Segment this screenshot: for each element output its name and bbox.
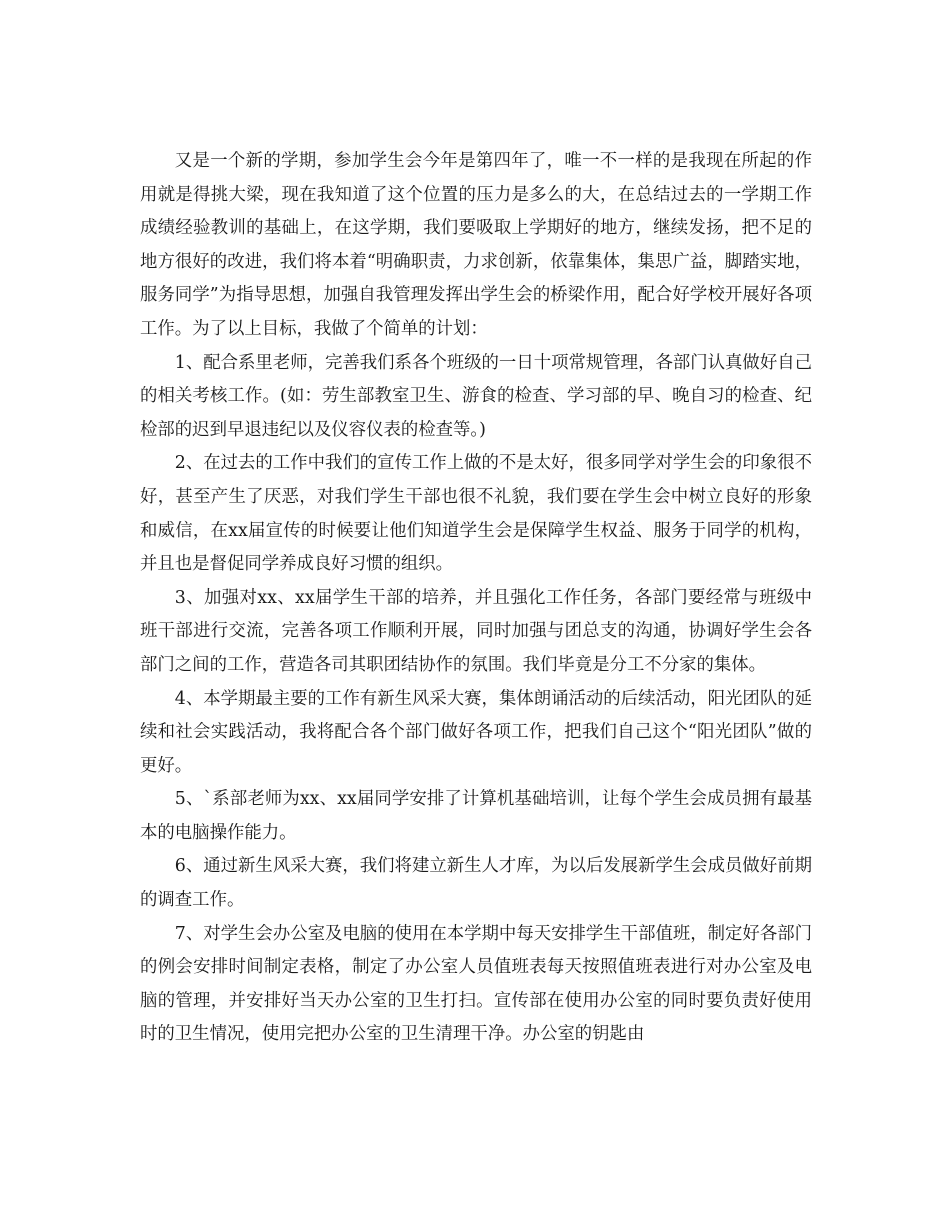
paragraph-item-5: 5、`系部老师为xx、xx届同学安排了计算机基础培训，让每个学生会成员拥有最基本的电脑操作能力。 <box>140 789 812 843</box>
paragraph-item-2: 2、在过去的工作中我们的宣传工作上做的不是太好，很多同学对学生会的印象很不好，甚至产生了厌恶，对我们学生干部也很不礼貌，我们要在学生会中树立良好的形象和威信，在xx届宣传的时候要让他们知道学生会是保障学生权益、服务于同学的机构，并且也是督促同学养成良好习惯的组织。 <box>140 453 812 575</box>
paragraph-item-3: 3、加强对xx、xx届学生干部的培养，并且强化工作任务，各部门要经常与班级中班干部进行交流，完善各项工作顺利开展，同时加强与团总支的沟通，协调好学生会各部门之间的工作，营造各司其职团结协作的氛围。我们毕竟是分工不分家的集体。 <box>140 587 812 675</box>
paragraph-item-7: 7、对学生会办公室及电脑的使用在本学期中每天安排学生干部值班，制定好各部门的例会安排时间制定表格，制定了办公室人员值班表每天按照值班表进行对办公室及电脑的管理，并安排好当天办公室的卫生打扫。宣传部在使用办公室的同时要负责好使用时的卫生情况，使用完把办公室的卫生清理干净。办公室的钥匙由 <box>140 923 812 1045</box>
paragraph-item-6: 6、通过新生风采大赛，我们将建立新生人才库，为以后发展新学生会成员做好前期的调查工作。 <box>140 856 812 911</box>
paragraph-item-1: 1、配合系里老师，完善我们系各个班级的一日十项常规管理，各部门认真做好自己的相关考核工作。(如：劳生部教室卫生、游食的检查、学习部的早、晚自习的检查、纪检部的迟到早退违纪以及仪容仪表的检查等。) <box>140 352 812 440</box>
paragraph-item-4: 4、本学期最主要的工作有新生风采大赛，集体朗诵活动的后续活动，阳光团队的延续和社会实践活动，我将配合各个部门做好各项工作，把我们自己这个“阳光团队”做的更好。 <box>140 688 812 776</box>
paragraph-intro: 又是一个新的学期，参加学生会今年是第四年了，唯一不一样的是我现在所起的作用就是得挑大梁，现在我知道了这个位置的压力是多么的大，在总结过去的一学期工作成绩经验教训的基础上，在这学期，我们要吸取上学期好的地方，继续发扬，把不足的地方很好的改进，我们将本着“明确职责，力求创新，依靠集体，集思广益，脚踏实地，服务同学”为指导思想，加强自我管理发挥出学生会的桥梁作用，配合好学校开展好各项工作。为了以上目标，我做了个简单的计划： <box>140 151 812 339</box>
document-body <box>140 145 812 1052</box>
